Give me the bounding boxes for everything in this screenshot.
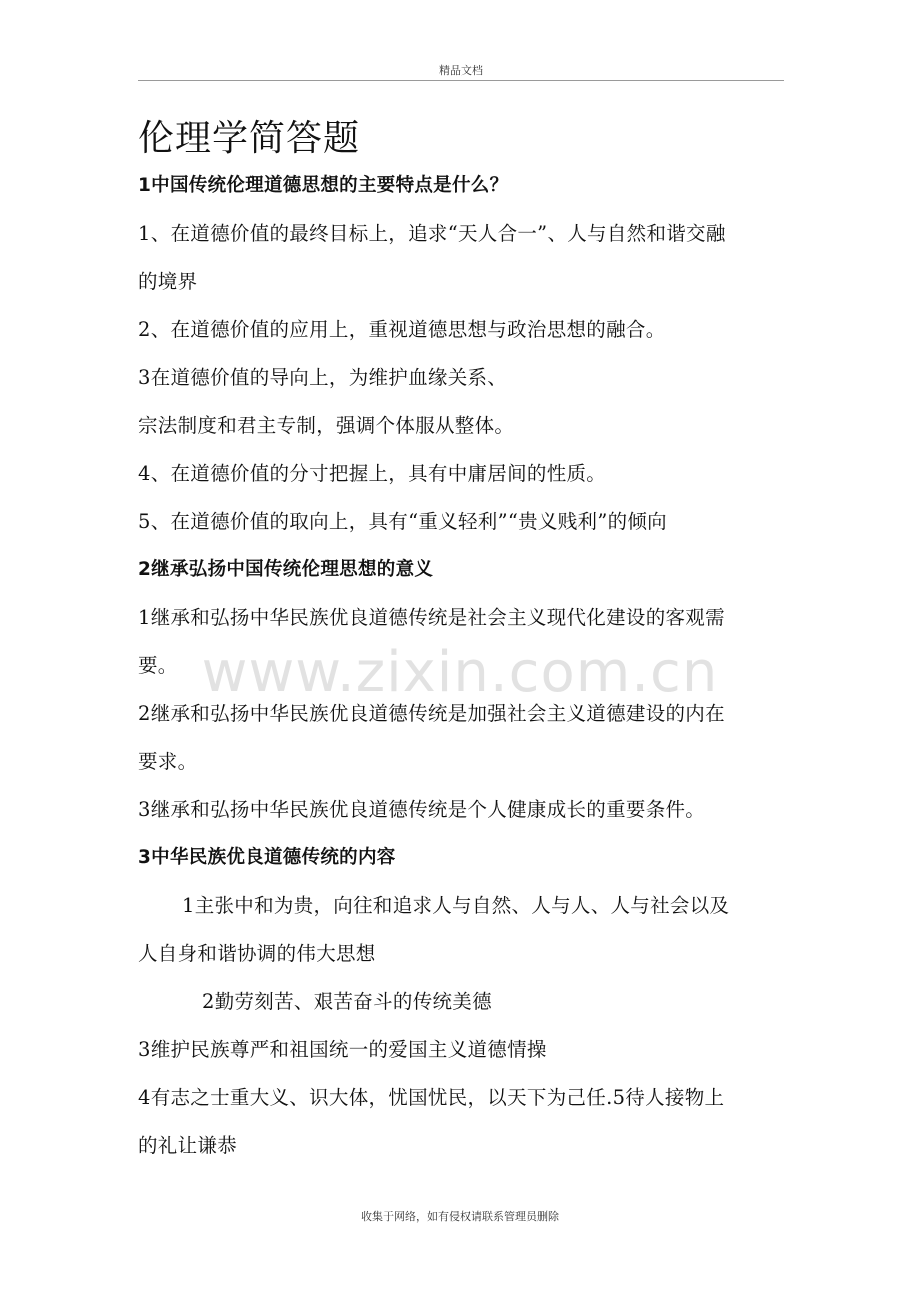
document-title: 伦理学简答题 <box>138 118 361 159</box>
paragraph-line: 要。 <box>138 654 178 677</box>
paragraph-line: 人自身和谐协调的伟大思想 <box>138 942 376 965</box>
section-heading-2: 2继承弘扬中国传统伦理思想的意义 <box>138 559 434 580</box>
paragraph-line: 4有志之士重大义、识大体，忧国忧民，以天下为己任.5待人接物上 <box>138 1086 725 1109</box>
paragraph-line: 的礼让谦恭 <box>138 1134 238 1157</box>
page-footer: 收集于网络，如有侵权请联系管理员删除 <box>361 1210 559 1223</box>
paragraph-line: 宗法制度和君主专制，强调个体服从整体。 <box>138 414 515 437</box>
header-divider <box>138 80 784 81</box>
section-heading-3: 3中华民族优良道德传统的内容 <box>138 847 396 868</box>
watermark: www.zixin.com.cn <box>201 640 719 705</box>
paragraph-line: 1继承和弘扬中华民族优良道德传统是社会主义现代化建设的客观需 <box>138 606 725 629</box>
paragraph-line: 的境界 <box>138 270 198 293</box>
paragraph-line: 1主张中和为贵，向往和追求人与自然、人与人、人与社会以及 <box>182 894 730 917</box>
paragraph-line: 3继承和弘扬中华民族优良道德传统是个人健康成长的重要条件。 <box>138 798 706 821</box>
paragraph-line: 2、在道德价值的应用上，重视道德思想与政治思想的融合。 <box>138 318 666 341</box>
paragraph-line: 1、在道德价值的最终目标上，追求“天人合一”、人与自然和谐交融 <box>138 222 726 245</box>
paragraph-line: 2勤劳刻苦、艰苦奋斗的传统美德 <box>202 990 492 1013</box>
section-heading-1: 1中国传统伦理道德思想的主要特点是什么？ <box>138 175 509 196</box>
paragraph-line: 5、在道德价值的取向上，具有“重义轻利”“贵义贱利”的倾向 <box>138 510 667 533</box>
page-header: 精品文档 <box>439 64 483 77</box>
paragraph-line: 要求。 <box>138 750 198 773</box>
paragraph-line: 4、在道德价值的分寸把握上，具有中庸居间的性质。 <box>138 462 607 485</box>
paragraph-line: 3维护民族尊严和祖国统一的爱国主义道德情操 <box>138 1038 547 1061</box>
document-body <box>138 162 784 1170</box>
paragraph-line: 2继承和弘扬中华民族优良道德传统是加强社会主义道德建设的内在 <box>138 702 725 725</box>
paragraph-line: 3在道德价值的导向上，为维护血缘关系、 <box>138 366 508 389</box>
